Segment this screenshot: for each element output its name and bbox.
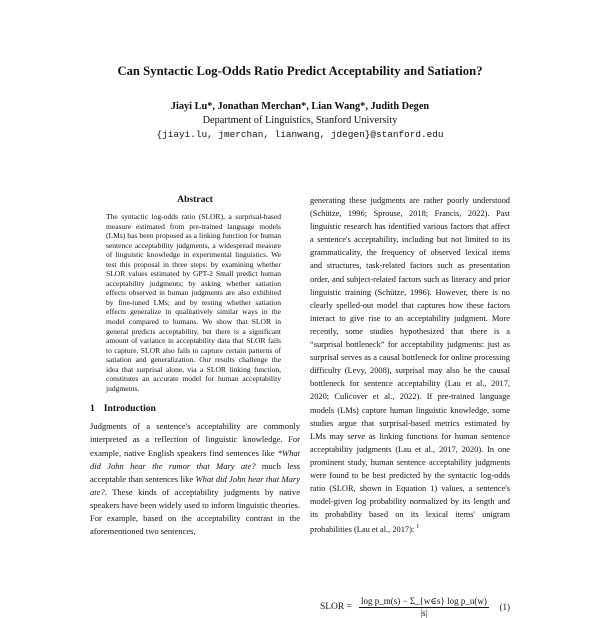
introduction-paragraph [90, 420, 300, 538]
intro-text-2: much less acceptable than sentences like [90, 460, 300, 484]
paper-title: Can Syntactic Log-Odds Ratio Predict Acceptability and Satiation? [117, 64, 483, 78]
intro-text-1: Judgments of a sentence's acceptability are commonly interpreted as a reflection of linguistic knowledge. For example, native English speakers find sentences like [90, 421, 300, 458]
paper-authors: Jiayi Lu*, Jonathan Merchan*, Lian Wang*, Judith Degen [170, 101, 430, 112]
equation-lhs: SLOR = [319, 602, 352, 612]
equation-denominator: |s| [420, 608, 428, 618]
abstract-text: The syntactic log-odds ratio (SLOR), a surprisal-based measure estimated from pre-trained language models (LMs) has been proposed as a linking function for human sentence acceptability judgments, a widespread measure of linguistic knowledge in experimental linguistics. We test this proposal in three steps: by examining whether SLOR values estimated by GPT-2 Small predict human acceptability judgments; by asking whether satiation effects observed in human judgments are also exhibited by fine-tuned LMs; and by testing whether satiation effects generalize in qualitatively similar ways in the model compared to humans. We show that SLOR in general predicts acceptability, but there is a significant amount of variance in acceptability data that SLOR fails to capture. SLOR also fails to capture certain patterns of satiation and generalization. Our results challenge the idea that surprisal alone, via a SLOR linking function, constitutes an accurate model for human acceptability judgments. [106, 212, 281, 393]
right-column-text: generating these judgments are rather poorly understood (Schütze, 1996; Sprouse, 2018; Francis, 2022). Past linguistic research has identified various factors that affect a sentence's acceptability, including but not limited to its grammaticality, the frequency of observed lexical items and structures, task-related factors such as presentation order, and subject-related factors such as literacy and prior linguistic training (Schütze, 1996). However, there is no clearly spelled-out model that captures how these factors interact to give rise to an acceptability judgment. More recently, some studies hypothesized that there is a “surprisal bottleneck” for acceptability judgments: just as surprisal serves as a causal bottleneck for online processing difficulty (Levy, 2008), surprisal may also be the causal bottleneck for sentence acceptability (Lau et al., 2017, 2020; Culicover et al., 2022). If pre-trained language models (LMs) capture human linguistic knowledge, some studies argue that surprisal-based metrics estimated by LMs may serve as linking functions for human sentence acceptability judgments (Lau et al., 2017, 2020). In one prominent study, human sentence acceptability judgments were found to be best predicted by the syntactic log-odds ratio (SLOR, shown in Equation 1) values, a sentence's model-given log probability normalized by its length and its probability based on its lexical items' unigram probabilities (Lau et al., 2017): [310, 196, 510, 535]
abstract-heading: Abstract [177, 194, 213, 205]
equation-number: (1) [499, 602, 510, 612]
equation-fraction [359, 596, 489, 618]
section-title: Introduction [103, 403, 156, 415]
right-column [310, 194, 510, 536]
left-column [90, 194, 300, 538]
intro-example-1: *What did John hear the rumor that Mary ate? [90, 447, 300, 471]
intro-text-3: . These kinds of acceptability judgments by native speakers have been widely used to inform linguistic theories. For example, based on the acceptability contrast in the aforementioned two sentences, [90, 486, 300, 537]
paper-emails: {jiayi.lu, jmerchan, lianwang, jdegen}@stanford.edu [156, 129, 444, 140]
section-number: 1 [90, 403, 95, 415]
equation-numerator: log p_m(s) − Σ_{w∈s} log p_u(w) [361, 596, 487, 606]
introduction-heading [90, 403, 300, 414]
intro-example-2: What did John hear that Mary ate? [90, 473, 300, 497]
paper-affiliation: Department of Linguistics, Stanford University [202, 115, 398, 126]
slor-equation [310, 596, 510, 618]
right-column-paragraph [310, 194, 510, 536]
footnote-marker: 1 [416, 524, 420, 531]
